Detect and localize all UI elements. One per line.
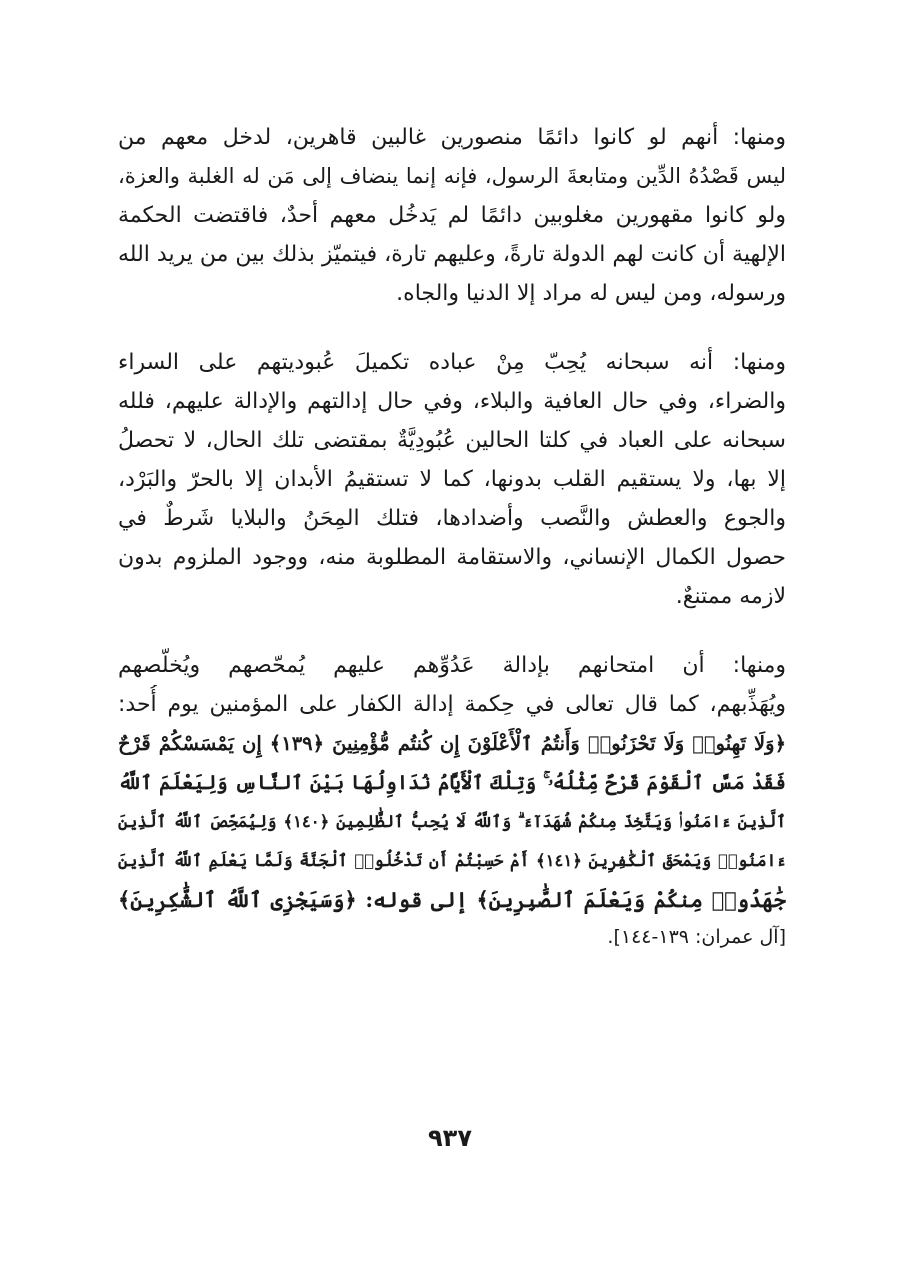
paragraph-spacer (118, 313, 786, 343)
quran-verse-line: جَٰهَدُوا۟ مِنكُمْ وَيَعْلَمَ ٱلصَّٰبِرِينَ﴾ إلى قوله: ﴿وَسَيَجْزِى ٱللَّهُ ٱلشَّٰكِرِينَ﴾ (118, 887, 786, 912)
quran-verse-line: ﴿وَلَا تَهِنُوا۟ وَلَا تَحْزَنُوا۟ وَأَنتُمُ ٱلْأَعْلَوْنَ إِن كُنتُم مُّؤْمِنِينَ ﴿١٣٩﴾ إِن يَمْسَسْكُمْ قَرْحٌ (118, 732, 786, 755)
page-body (118, 118, 786, 955)
text-line: ليس قَصْدُهُ الدِّين ومتابعةَ الرسول، فإنه إنما ينضاف إلى مَن له الغلبة والعزة، (118, 164, 786, 188)
page-number: ٩٣٧ (428, 1124, 472, 1152)
paragraph-1 (118, 118, 786, 313)
text-line: ويُهَذِّبهم، كما قال تعالى في حِكمة إدالة الكفار على المؤمنين يوم أُحد: (118, 692, 786, 717)
paragraph-2 (118, 343, 786, 616)
text-line: ومنها: أنهم لو كانوا دائمًا منصورين غالبين قاهرين، لدخل معهم من (118, 125, 786, 150)
text-line: ومنها: أنه سبحانه يُحِبّ مِنْ عباده تكميلَ عُبوديتهم على السراء (118, 350, 786, 375)
text-line: حصول الكمال الإنساني، والاستقامة المطلوبة منه، ووجود الملزوم بدون (118, 545, 786, 570)
paragraph-3 (118, 646, 786, 955)
text-line: لازمه ممتنعٌ. (675, 584, 786, 609)
paragraph-spacer (118, 616, 786, 646)
quran-verse-line: فَقَدْ مَسَّ ٱلْقَوْمَ قَرْحٌ مِّثْلُهُۥ ۚ وَتِلْكَ ٱلْأَيَّامُ نُدَاوِلُهَا بَيْنَ ٱلنَّاسِ وَلِيَعْلَمَ ٱللَّهُ (118, 771, 786, 794)
quran-verse-line: ءَامَنُوا۟ وَيَمْحَقَ ٱلْكَٰفِرِينَ ﴿١٤١﴾ أَمْ حَسِبْتُمْ أَن تَدْخُلُوا۟ ٱلْجَنَّةَ وَلَمَّا يَعْلَمِ ٱللَّهُ ٱلَّذِينَ (118, 851, 786, 870)
text-line: إلا بها، ولا يستقيم القلب بدونها، كما لا تستقيمُ الأبدان إلا بالحرّ والبَرْد، (118, 467, 786, 492)
text-line: الإلهية أن كانت لهم الدولة تارةً، وعليهم تارة، فيتميّز بذلك بين من يريد الله (118, 242, 786, 267)
text-line: ورسوله، ومن ليس له مراد إلا الدنيا والجاه. (396, 281, 786, 306)
text-line: ومنها: أن امتحانهم بإدالة عَدُوِّهم عليهم يُمحّصهم ويُخلّصهم (118, 653, 786, 678)
text-line: سبحانه على العباد في كلتا الحالين عُبُودِيَّةٌ بمقتضى تلك الحال، لا تحصلُ (118, 428, 786, 453)
verse-reference: [آل عمران: ١٣٩-١٤٤]. (607, 926, 786, 948)
text-line: ولو كانوا مقهورين مغلوبين دائمًا لم يَدخُل معهم أحدٌ، فاقتضت الحكمة (118, 203, 786, 228)
text-line: والضراء، وفي حال العافية والبلاء، وفي حال إدالتهم والإدالة عليهم، فلله (118, 389, 786, 414)
quran-verse-line: ٱلَّذِينَ ءَامَنُوا۟ وَيَتَّخِذَ مِنكُمْ شُهَدَآءَ ۗ وَٱللَّهُ لَا يُحِبُّ ٱلظَّٰلِمِينَ ﴿١٤٠﴾ وَلِيُمَحِّصَ ٱللَّهُ ٱلَّذِينَ (118, 812, 786, 831)
text-line: والجوع والعطش والنَّصب وأضدادها، فتلك المِحَنُ والبلايا شَرطٌ في (118, 506, 786, 531)
